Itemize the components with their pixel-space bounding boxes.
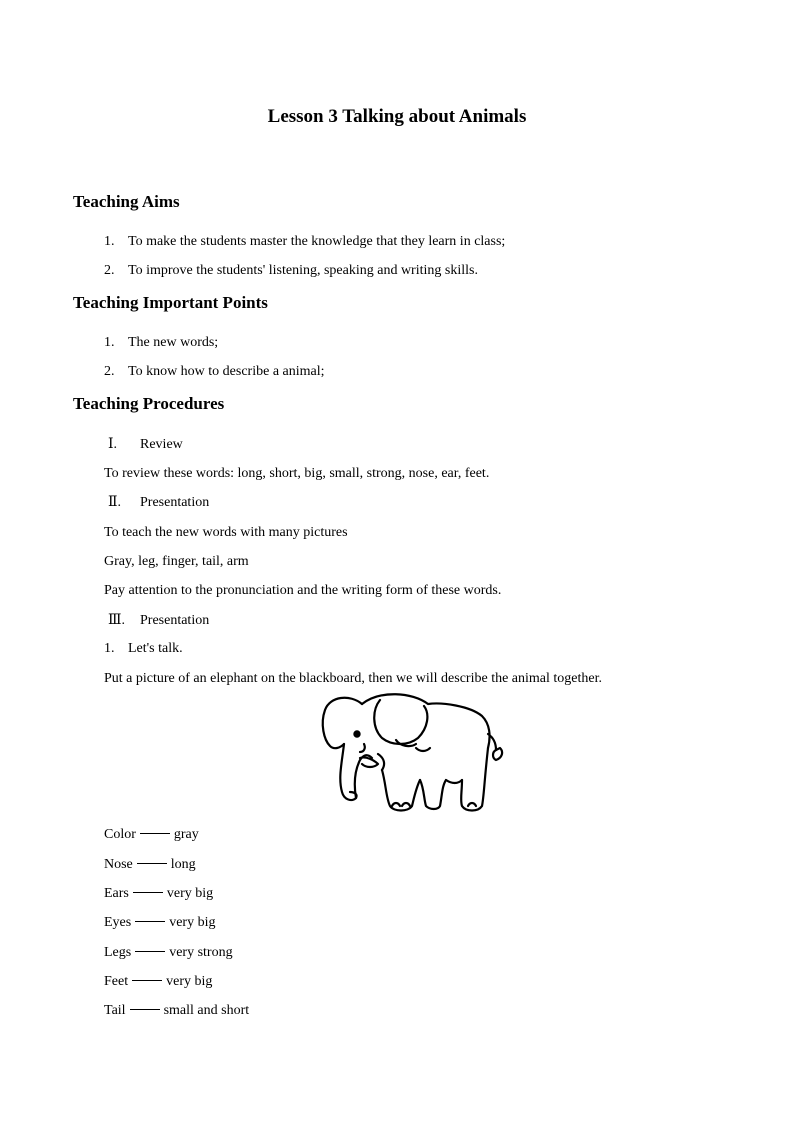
step-3 xyxy=(104,612,209,629)
talk-item xyxy=(104,641,183,657)
aims-item-2 xyxy=(104,263,478,279)
step-2-label: Presentation xyxy=(140,495,210,510)
step-2-number: Ⅱ. xyxy=(108,495,122,510)
description-row-ears xyxy=(104,886,213,902)
heading-teaching-aims: Teaching Aims xyxy=(73,192,180,211)
dash-separator xyxy=(137,863,167,864)
points-item-2-number: 2. xyxy=(104,364,115,379)
aims-item-2-number: 2. xyxy=(104,263,115,278)
description-row-legs xyxy=(104,945,233,961)
aims-item-1 xyxy=(104,234,505,250)
dash-separator xyxy=(135,951,165,952)
description-value: very big xyxy=(166,974,213,989)
heading-important-points: Teaching Important Points xyxy=(73,293,268,312)
picture-text: Put a picture of an elephant on the blackboard, then we will describe the animal together. xyxy=(104,671,602,686)
dash-separator xyxy=(130,1009,160,1010)
dash-separator xyxy=(133,892,163,893)
step-3-number: Ⅲ. xyxy=(108,613,126,628)
description-row-nose xyxy=(104,857,196,873)
description-value: gray xyxy=(173,827,199,842)
description-key: Tail xyxy=(104,1003,126,1018)
description-value: very big xyxy=(169,915,216,930)
dash-separator xyxy=(132,980,162,981)
description-row-color xyxy=(104,827,199,843)
description-key: Nose xyxy=(104,857,133,872)
step-1-number: Ⅰ. xyxy=(108,437,118,452)
aims-item-1-number: 1. xyxy=(104,234,115,249)
description-value: long xyxy=(170,857,196,872)
talk-number: 1. xyxy=(104,641,115,656)
attention-text: Pay attention to the pronunciation and the writing form of these words. xyxy=(104,583,502,598)
description-value: very big xyxy=(166,886,214,901)
description-row-feet xyxy=(104,974,212,990)
step-1-label: Review xyxy=(140,437,183,452)
points-item-2 xyxy=(104,364,325,380)
page-title: Lesson 3 Talking about Animals xyxy=(267,106,527,127)
step-1 xyxy=(104,436,183,453)
words-text: Gray, leg, finger, tail, arm xyxy=(104,554,249,569)
description-key: Color xyxy=(104,827,136,842)
description-key: Ears xyxy=(104,886,129,901)
heading-procedures: Teaching Procedures xyxy=(73,394,225,413)
talk-text: Let's talk. xyxy=(128,641,183,656)
points-item-1-text: The new words; xyxy=(128,335,219,350)
description-value: very strong xyxy=(169,945,233,960)
description-key: Eyes xyxy=(104,915,132,930)
aims-item-2-text: To improve the students' listening, speaking and writing skills. xyxy=(128,263,478,278)
description-value: small and short xyxy=(163,1003,250,1018)
dash-separator xyxy=(140,833,170,834)
description-row-eyes xyxy=(104,915,215,931)
description-row-tail xyxy=(104,1003,249,1019)
points-item-1 xyxy=(104,335,218,351)
elephant-illustration xyxy=(320,688,504,814)
aims-item-1-text: To make the students master the knowledge that they learn in class; xyxy=(128,234,506,249)
dash-separator xyxy=(135,921,165,922)
teach-text: To teach the new words with many pictures xyxy=(104,525,348,540)
points-item-1-number: 1. xyxy=(104,335,115,350)
points-item-2-text: To know how to describe a animal; xyxy=(128,364,325,379)
step-3-label: Presentation xyxy=(140,613,210,628)
step-2 xyxy=(104,494,209,511)
description-key: Feet xyxy=(104,974,129,989)
review-text: To review these words: long, short, big, small, strong, nose, ear, feet. xyxy=(104,466,490,481)
description-key: Legs xyxy=(104,945,132,960)
